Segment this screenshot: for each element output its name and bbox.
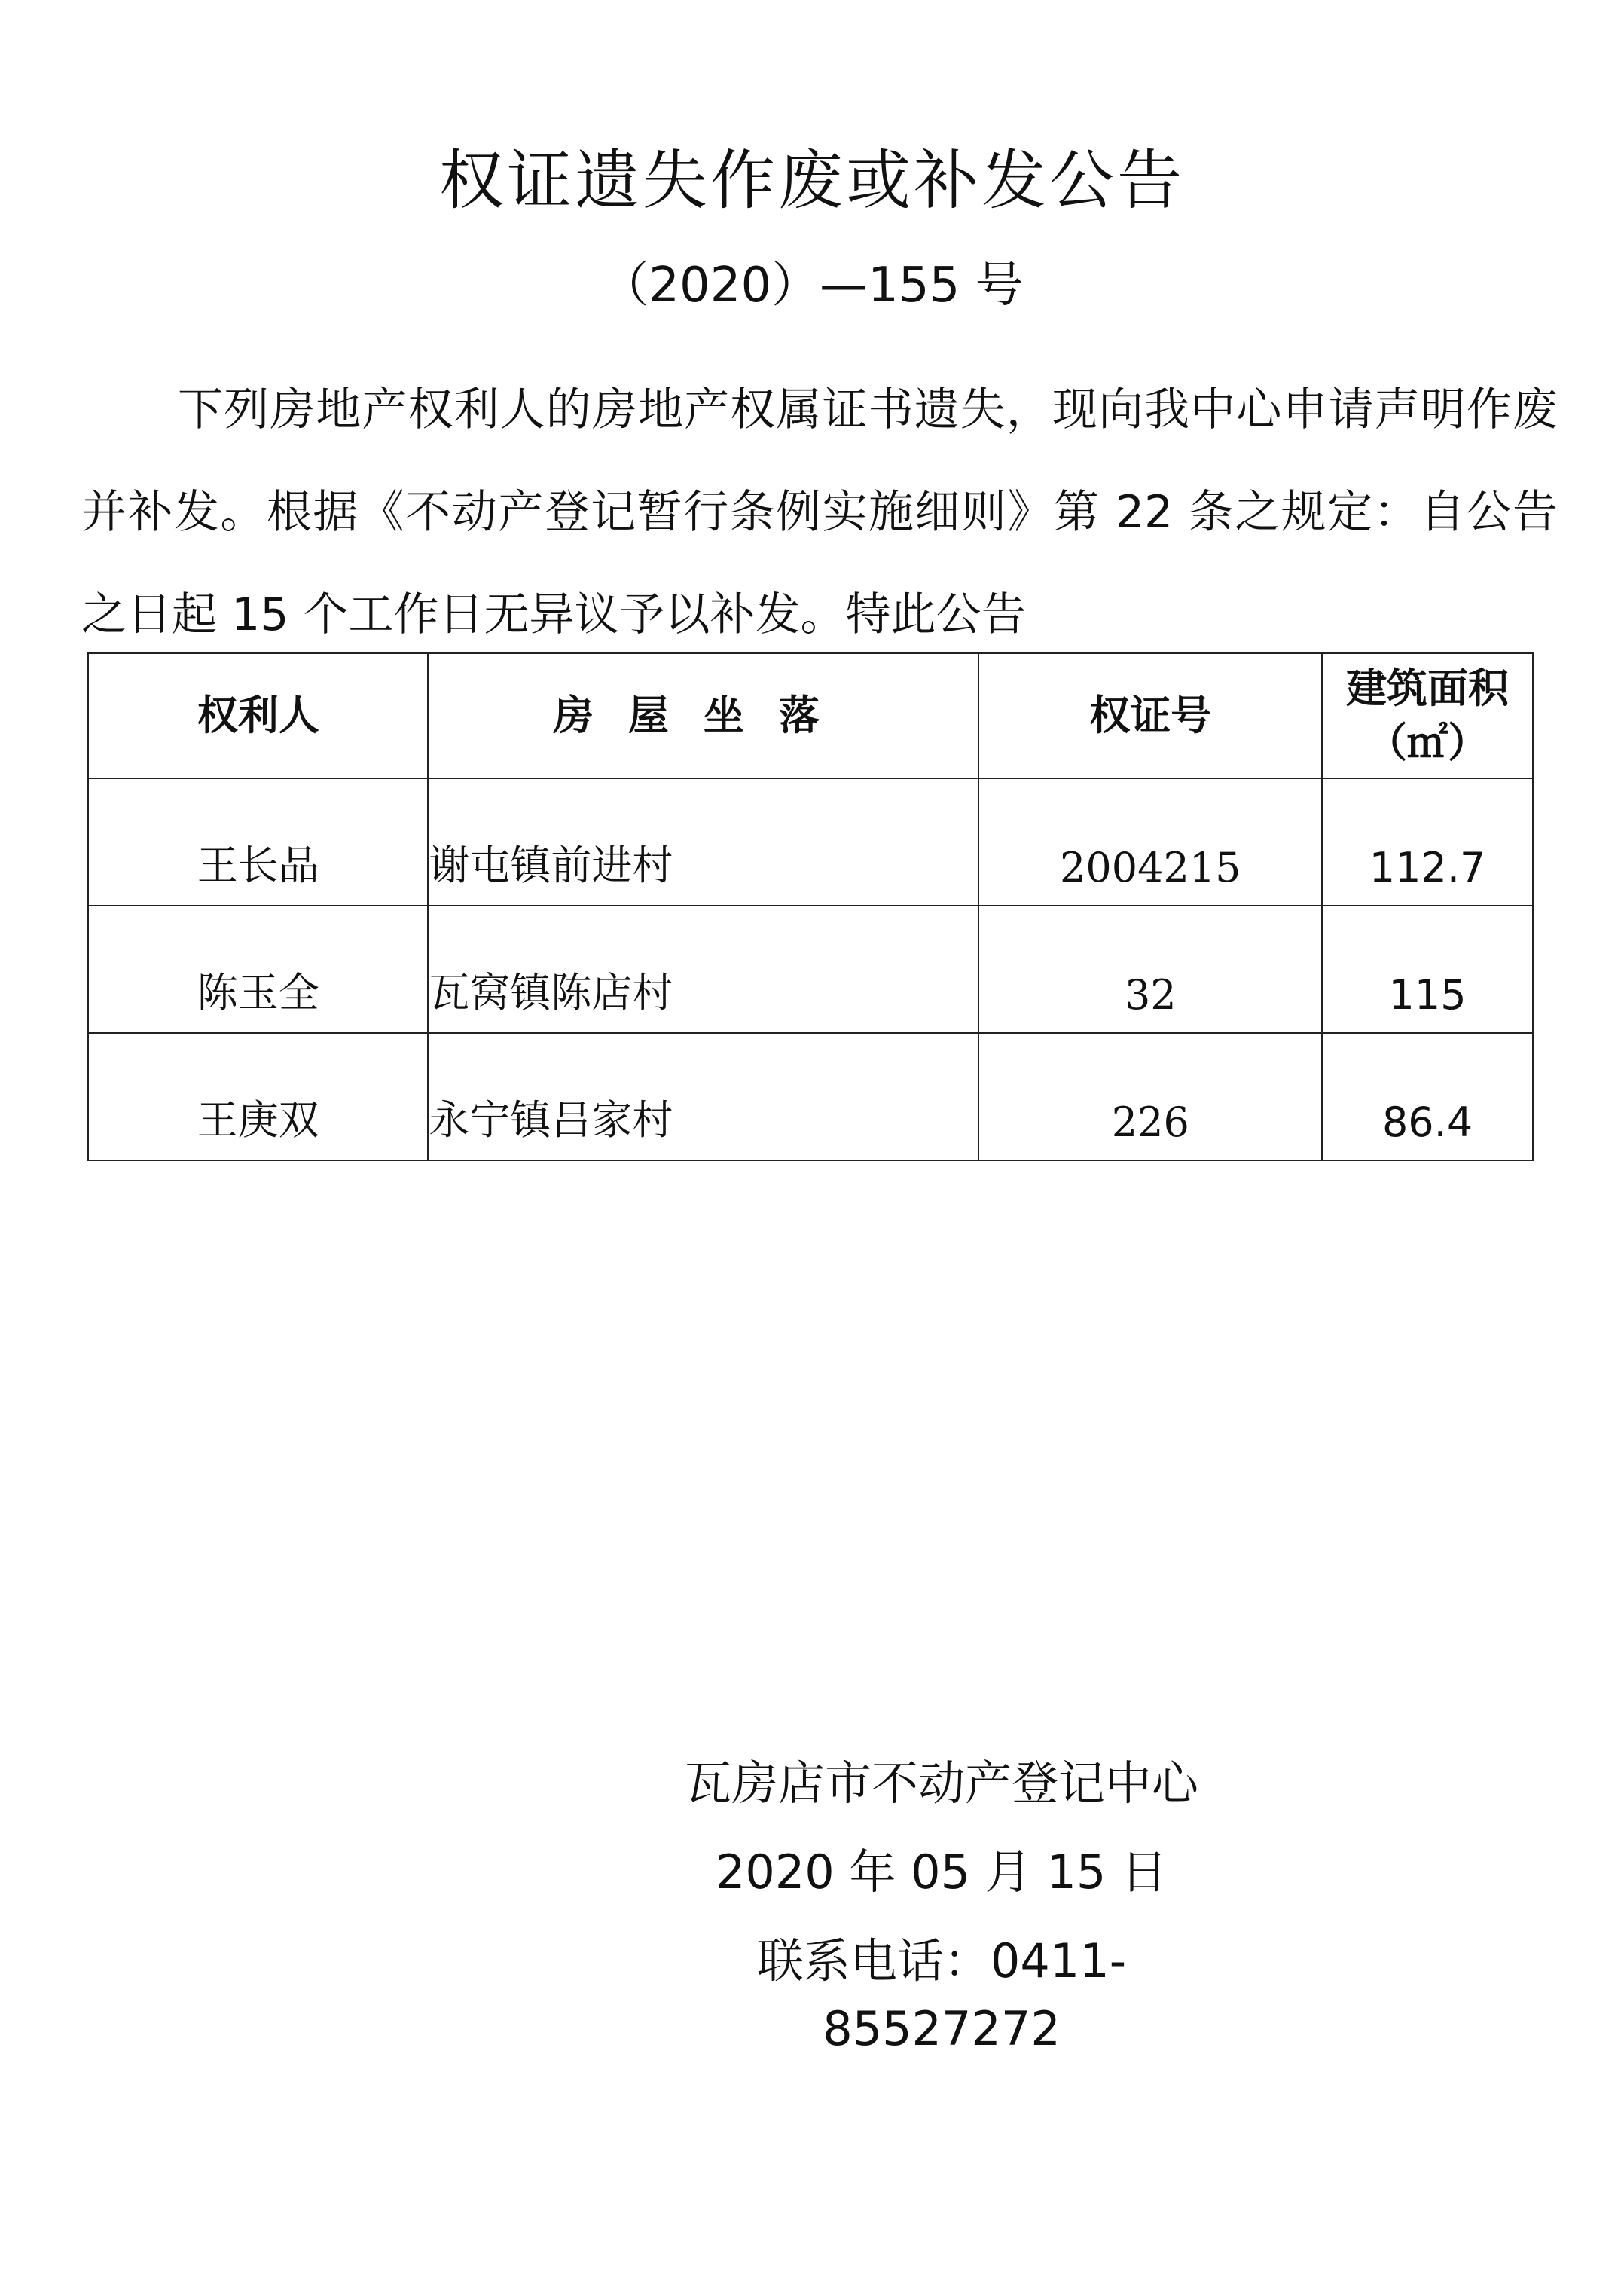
issue-date: 2020 年 05 月 15 日 xyxy=(715,1844,1168,1899)
header-location: 房屋坐落 xyxy=(428,653,978,778)
table-header-row xyxy=(88,653,1533,778)
certificate-cell: 2004215 xyxy=(978,778,1322,906)
area-cell: 86.4 xyxy=(1322,1033,1533,1160)
notice-body: 下列房地产权利人的房地产权属证书遗失，现向我中心申请声明作废并补发。根据《不动产登记暂行条例实施细则》第 22 条之规定：自公告之日起 15 个工作日无异议予以补发。特此公告 xyxy=(81,384,1558,641)
certificate-cell: 226 xyxy=(978,1033,1322,1160)
header-area-unit: （㎡） xyxy=(1366,719,1489,766)
owner-cell: 王长品 xyxy=(88,778,428,906)
table-row xyxy=(88,778,1533,906)
header-certificate: 权证号 xyxy=(978,653,1322,778)
header-area-label: 建筑面积 xyxy=(1346,665,1510,712)
area-cell: 115 xyxy=(1322,906,1533,1033)
location-cell: 谢屯镇前进村 xyxy=(428,778,978,906)
table-row xyxy=(88,1033,1533,1160)
owner-cell: 陈玉全 xyxy=(88,906,428,1033)
certificate-cell: 32 xyxy=(978,906,1322,1033)
area-cell: 112.7 xyxy=(1322,778,1533,906)
location-cell: 永宁镇吕家村 xyxy=(428,1033,978,1160)
owner-cell: 王庚双 xyxy=(88,1033,428,1160)
notice-title: 权证遗失作废或补发公告 xyxy=(439,143,1185,219)
contact-phone: 联系电话：0411-85527272 xyxy=(756,1933,1127,2056)
header-owner: 权利人 xyxy=(88,653,428,778)
records-table xyxy=(87,652,1534,1161)
header-area xyxy=(1322,653,1533,778)
notice-number: （2020）—155 号 xyxy=(600,258,1024,313)
location-cell: 瓦窝镇陈店村 xyxy=(428,906,978,1033)
issuer-name: 瓦房店市不动产登记中心 xyxy=(684,1756,1198,1811)
table-row xyxy=(88,906,1533,1033)
